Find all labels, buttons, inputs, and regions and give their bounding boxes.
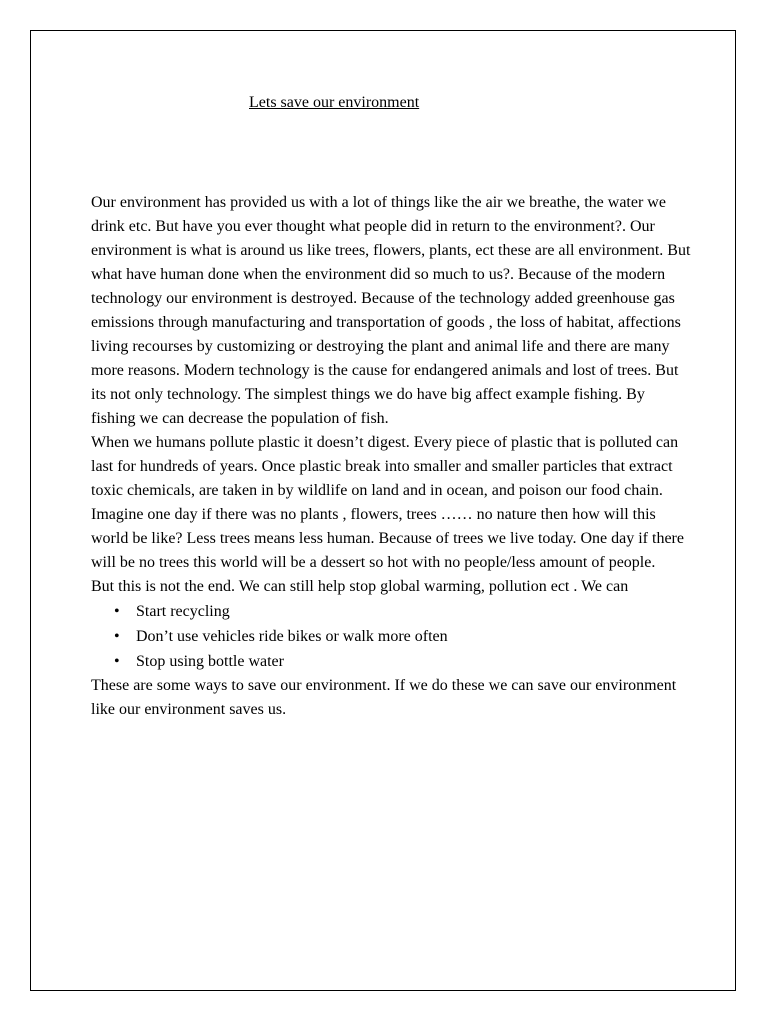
list-item-text: Stop using bottle water: [136, 653, 284, 670]
list-item: [114, 624, 691, 649]
paragraph-plastic: When we humans pollute plastic it doesn’t digest. Every piece of plastic that is polluted can last for hundreds of years. Once plastic break into smaller and smaller particles that extract toxic chemicals, are taken in by wildlife on land and in ocean, and poison our food chain. Imagine one day if there was no plants , flowers, trees …… no nature then how will this world be like? Less trees means less human. Because of trees we live today. One day if there will be no trees this world will be a dessert so hot with no people/less amount of people.: [91, 434, 684, 571]
bullet-icon: •: [114, 653, 120, 670]
list-item: [114, 649, 691, 674]
document-title: Lets save our environment: [249, 94, 420, 111]
list-item-text: Don’t use vehicles ride bikes or walk more often: [136, 628, 448, 645]
list-item-text: Start recycling: [136, 603, 230, 620]
paragraph-closing: These are some ways to save our environment. If we do these we can save our environment like our environment saves us.: [91, 677, 677, 718]
bullet-icon: •: [114, 603, 120, 620]
bullet-icon: •: [114, 628, 120, 645]
paragraph-technology: Our environment has provided us with a lot of things like the air we breathe, the water we drink etc. But have you ever thought what people did in return to the environment?. Our environment is what is around us like trees, flowers, plants, ect these are all environment. But what have human done when the environment did so much to us?. Because of the modern technology our environment is destroyed. Because of the technology added greenhouse gas emissions through manufacturing and transportation of goods , the loss of habitat, affections living recourses by customizing or destroying the plant and animal life and there are many more reasons. Modern technology is the cause for endangered animals and lost of trees. But its not only technology. The simplest things we do have big affect example fishing. By fishing we can decrease the population of fish.: [91, 194, 691, 427]
list-item: [114, 599, 691, 624]
document-body: [91, 191, 691, 722]
document-page: [30, 30, 736, 991]
paragraph-hope: But this is not the end. We can still help stop global warming, pollution ect . We can: [91, 578, 629, 595]
ways-list: [91, 599, 691, 674]
